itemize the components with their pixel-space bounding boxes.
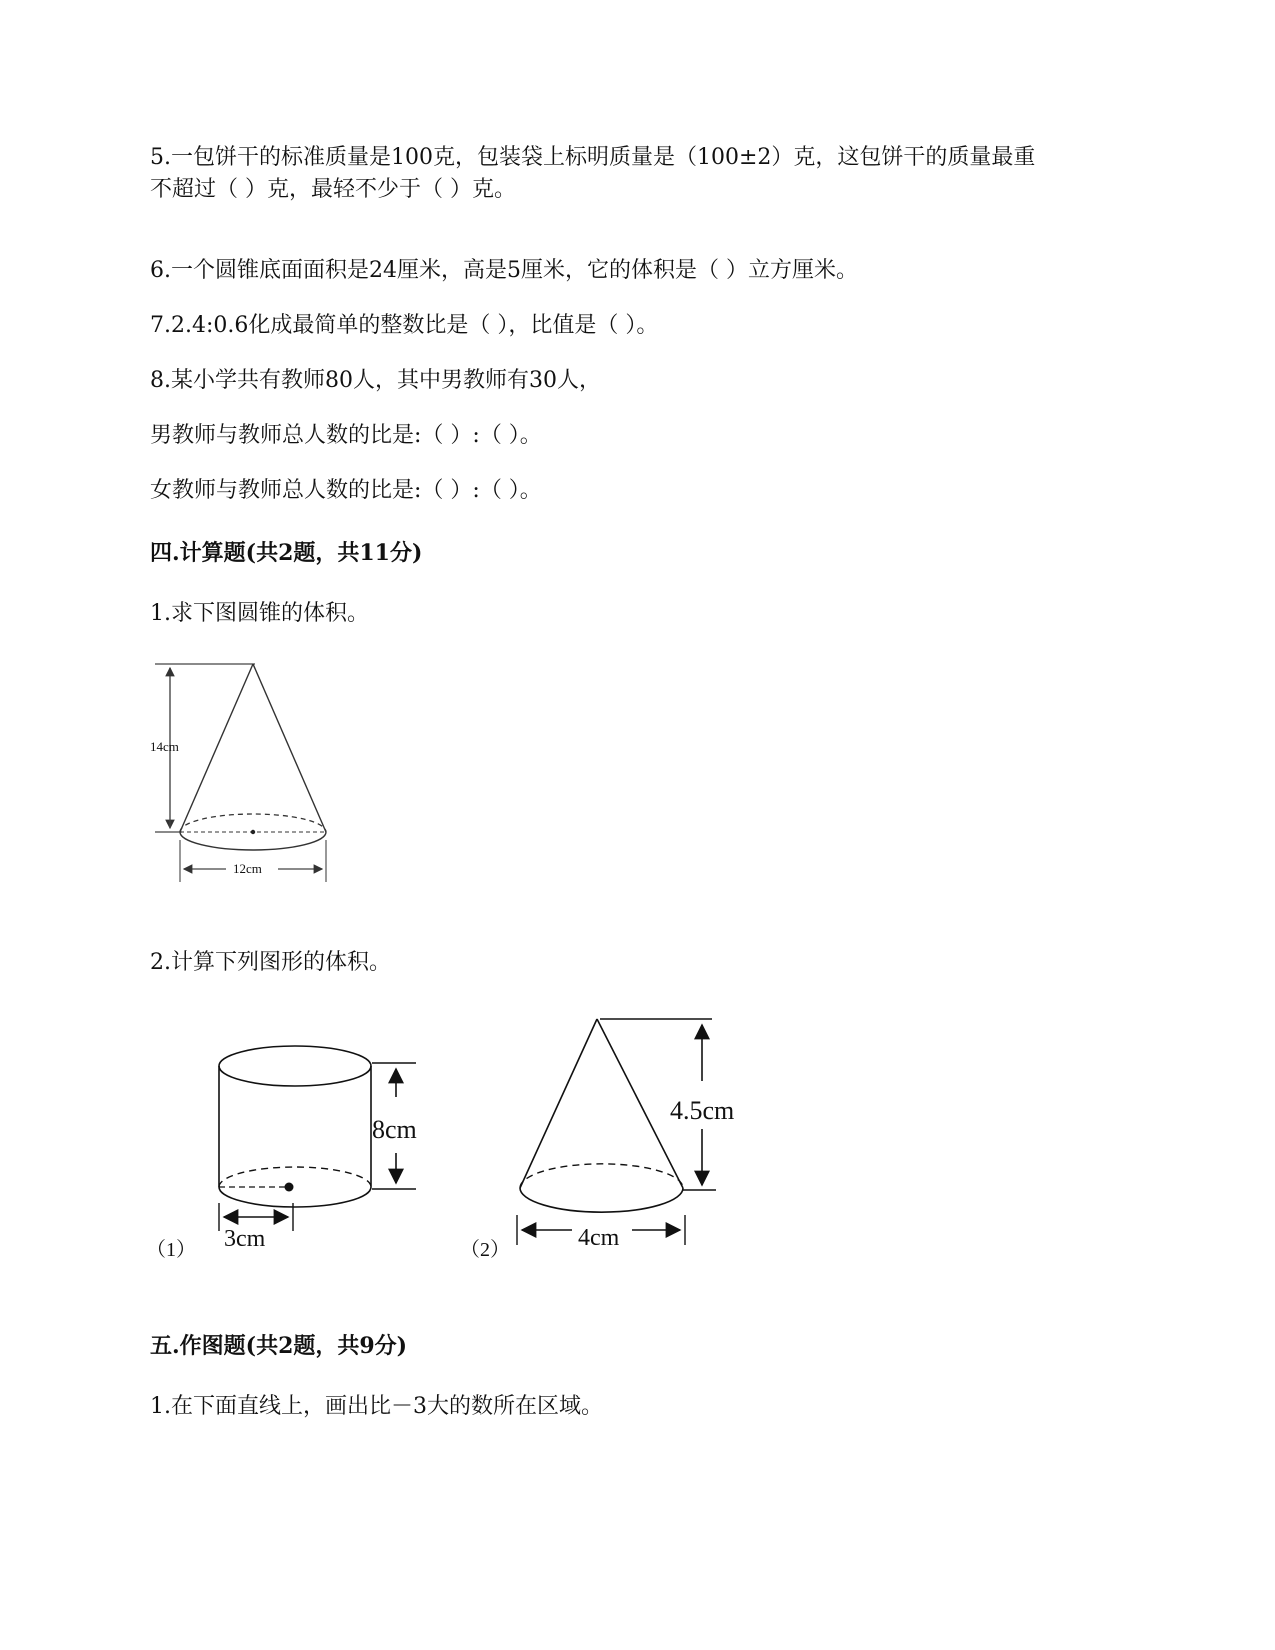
section-4-question-1: 1.求下图圆锥的体积。 (150, 601, 369, 626)
section-4-question-2: 2.计算下列图形的体积。 (150, 950, 391, 975)
cone-1-diameter-label: 12cm (233, 861, 262, 876)
cylinder-shape (219, 1046, 371, 1207)
question-7: 7.2.4:0.6化成最简单的整数比是（ ），比值是（ ）。 (150, 313, 659, 338)
cone-shape-2 (520, 1019, 683, 1212)
cone-figure-1 (140, 650, 350, 895)
question-8-male-ratio: 男教师与教师总人数的比是:（ ）:（ ）。 (150, 423, 542, 448)
cone-2-index-label: （2） (460, 1239, 510, 1261)
section-4-heading: 四.计算题(共2题，共11分) (150, 540, 423, 566)
cone-2-height-label: 4.5cm (670, 1096, 735, 1125)
solids-figure-2 (140, 1005, 760, 1280)
question-5-line-1: 5.一包饼干的标准质量是100克，包装袋上标明质量是（100±2）克，这包饼干的质量最重 (150, 145, 1036, 170)
cylinder-height-label: 8cm (372, 1115, 417, 1144)
question-8-intro: 8.某小学共有教师80人，其中男教师有30人， (150, 368, 601, 393)
section-5-heading: 五.作图题(共2题，共9分) (150, 1333, 408, 1359)
cone-1-height-label: 14cm (150, 739, 179, 754)
question-6: 6.一个圆锥底面面积是24厘米，高是5厘米，它的体积是（ ）立方厘米。 (150, 258, 858, 283)
cylinder-index-label: （1） (146, 1239, 196, 1261)
cone-2-diameter-label: 4cm (578, 1225, 620, 1251)
section-5-question-1: 1.在下面直线上，画出比－3大的数所在区域。 (150, 1394, 603, 1419)
cylinder-radius-label: 3cm (224, 1226, 266, 1252)
question-8-female-ratio: 女教师与教师总人数的比是:（ ）:（ ）。 (150, 478, 542, 503)
question-5-line-2: 不超过（ ）克，最轻不少于（ ）克。 (150, 177, 516, 202)
